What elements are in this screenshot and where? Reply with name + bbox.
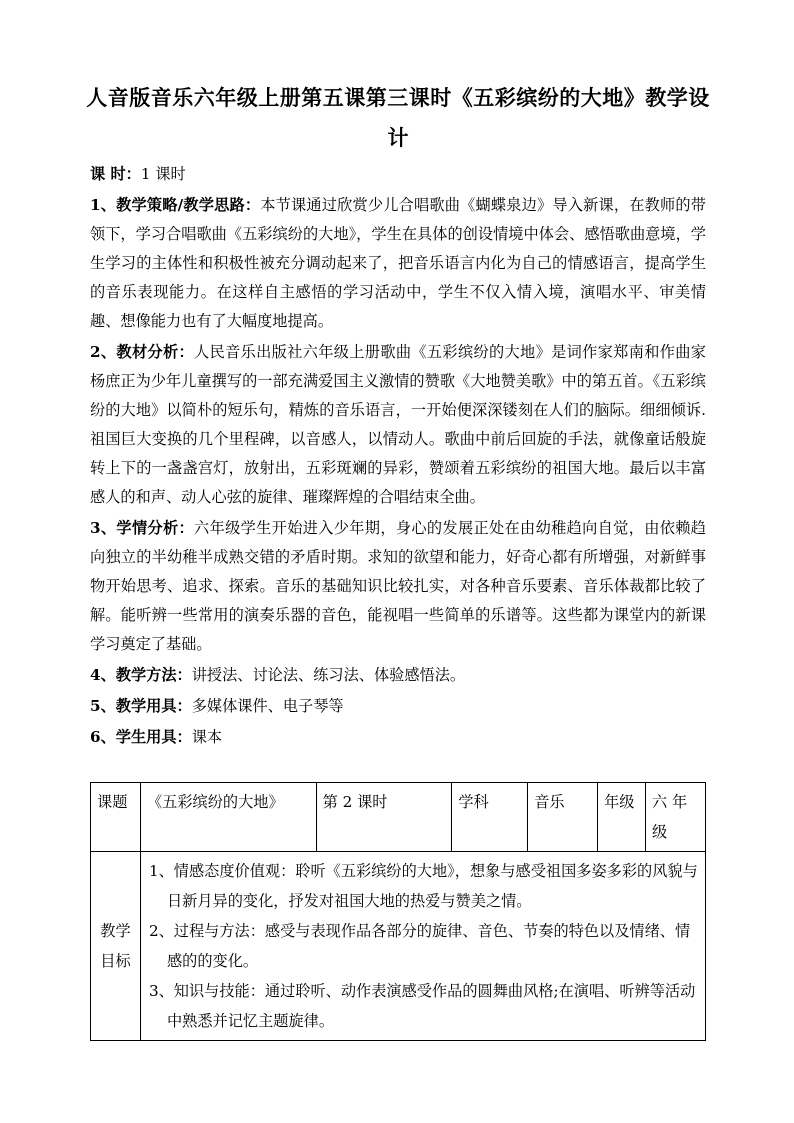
lesson-header-row [91, 783, 706, 852]
section-text: 讲授法、讨论法、练习法、体验感悟法。 [191, 666, 466, 684]
section-text: 本节课通过欣赏少儿合唱歌曲《蝴蝶泉边》导入新课，在教师的带领下，学习合唱歌曲《五彩缤纷的大地》，学生在具体的创设情境中体会、感悟歌曲意境，学生学习的主体性和积极性被充分调动起来了，把音乐语言内化为自己的情感语言，提高学生的音乐表现能力。在这样自主感悟的学习活动中，学生不仅入情入境，演唱水平、审美情趣、想像能力也有了大幅度地提高。 [90, 196, 706, 330]
lesson-goals-row [91, 852, 706, 1041]
subject-label-cell: 学科 [452, 783, 528, 852]
grade-value-cell: 六 年级 [646, 783, 706, 852]
class-hours-value: 1 课时 [140, 165, 186, 183]
section-material-analysis [90, 338, 706, 512]
section-text: 六年级学生开始进入少年期，身心的发展正处在由幼稚趋向自觉，由依赖趋向独立的半幼稚半成熟交错的矛盾时期。求知的欲望和能力，好奇心都有所增强，对新鲜事物开始思考、追求、探索。音乐的基础知识比较扎实，对各种音乐要素、音乐体裁都比较了解。能听辨一些常用的演奏乐器的音色，能视唱一些简单的乐谱等。这些都为课堂内的新课学习奠定了基础。 [90, 519, 706, 653]
lesson-table [90, 782, 706, 1041]
section-heading: 2、教材分析： [90, 343, 195, 361]
section-text: 人民音乐出版社六年级上册歌曲《五彩缤纷的大地》是词作家郑南和作曲家杨庶正为少年儿童撰写的一部充满爱国主义激情的赞歌《大地赞美歌》中的第五首。《五彩缤纷的大地》以简朴的短乐句，精炼的音乐语言，一开始便深深镂刻在人们的脑际。细细倾诉.祖国巨大变换的几个里程碑，以音感人，以情动人。歌曲中前后回旋的手法，就像童话般旋转上下的一盏盏宫灯，放射出，五彩斑斓的异彩，赞颂着五彩缤纷的祖国大地。最后以丰富感人的和声、动人心弦的旋律、璀璨辉煌的合唱结束全曲。 [90, 343, 706, 506]
section-heading: 5、教学用具： [90, 697, 192, 715]
topic-label-cell: 课题 [91, 783, 141, 852]
goal-item-process: 2、过程与方法：感受与表现作品各部分的旋律、音色、节奏的特色以及情绪、情感的的变化。 [148, 922, 691, 970]
section-heading: 4、教学方法： [90, 666, 192, 684]
lesson-number-cell: 第 2 课时 [316, 783, 452, 852]
section-student-tools [90, 723, 706, 752]
section-heading: 1、教学策略/教学思路： [90, 196, 261, 214]
document-page [86, 78, 710, 752]
section-strategy [90, 191, 706, 336]
section-student-analysis [90, 514, 706, 659]
section-teaching-methods [90, 661, 706, 690]
topic-value-cell: 《五彩缤纷的大地》 [140, 783, 316, 852]
title-line-1: 人音版音乐六年级上册第五课第三课时《五彩缤纷的大地》教学设 [86, 86, 710, 110]
goal-item-knowledge: 3、知识与技能：通过聆听、动作表演感受作品的圆舞曲风格;在演唱、听辨等活动中熟悉并记忆主题旋律。 [148, 982, 696, 1030]
class-hours [90, 160, 706, 189]
document-title [86, 78, 710, 158]
goals-label-cell: 教学目标 [91, 852, 141, 1041]
goals-content-cell [140, 852, 705, 1041]
grade-label-cell: 年级 [598, 783, 646, 852]
title-line-2: 计 [387, 126, 409, 150]
section-heading: 3、学情分析： [90, 519, 195, 537]
subject-value-cell: 音乐 [528, 783, 598, 852]
class-hours-label: 课 时： [90, 165, 141, 183]
section-text: 多媒体课件、电子琴等 [191, 697, 344, 715]
section-heading: 6、学生用具： [90, 728, 192, 746]
section-teaching-tools [90, 692, 706, 721]
goal-item-emotion: 1、情感态度价值观：聆听《五彩缤纷的大地》，想象与感受祖国多姿多彩的风貌与日新月异的变化，抒发对祖国大地的热爱与赞美之情。 [148, 862, 698, 910]
section-text: 课本 [191, 728, 223, 746]
